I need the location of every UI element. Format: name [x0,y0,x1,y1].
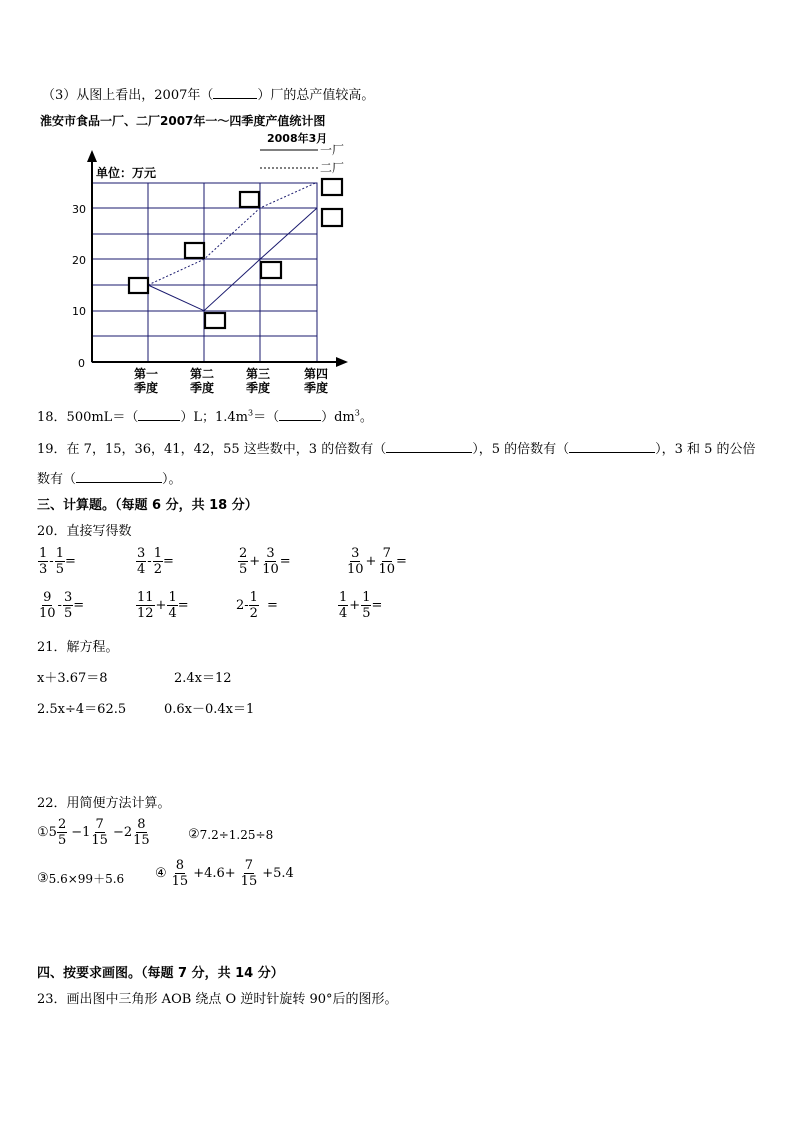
q20-expr-2: $\frac{3}{4}$ - $\frac{1}{2}$ = [137,546,174,577]
q20-expr-4: $\frac{3}{10}$ + $\frac{7}{10}$ = [347,546,407,577]
x-label-q1-a: 第一 [134,367,159,381]
question-23: 23．画出图中三角形 AOB 绕点 O 逆时针旋转 90°后的图形。 [37,992,398,1007]
answer-blank[interactable] [279,408,321,421]
answer-box-q4-factory1[interactable] [322,209,342,226]
x-label-q2-a: 第二 [190,367,215,381]
x-label-q3-a: 第三 [246,367,271,381]
question-21-label: 21．解方程。 [37,640,119,655]
equation-1: x＋3.67＝8 [37,671,108,686]
answer-blank[interactable] [569,440,655,453]
q20-expr-6: $\frac{11}{12}$ + $\frac{1}{4}$ = [137,590,189,621]
q20-expr-8: $\frac{1}{4}$ + $\frac{1}{5}$ = [339,590,383,621]
question-19-line-1: 19．在 7，15，36，41，42，55 这些数中，3 的倍数有（ ），5 的倍数有（ ），3 和 5 的公倍 [37,442,756,457]
y-tick-0: 0 [78,357,85,370]
answer-blank[interactable] [213,86,257,99]
series-layer [148,182,317,310]
section-3-heading: 三、计算题。（每题 6 分，共 18 分） [37,498,258,513]
x-label-q4-a: 第四 [304,367,329,381]
x-label-q4-b: 季度 [304,381,329,395]
answer-blank[interactable] [76,470,162,483]
y-tick-20: 20 [72,254,86,267]
answer-box-q2-factory2[interactable] [185,243,204,258]
section-4-heading: 四、按要求画图。（每题 7 分，共 14 分） [37,966,284,981]
equation-2: 2.4x＝12 [174,671,232,686]
answer-boxes [129,179,342,328]
answer-box-q3-factory1[interactable] [261,262,281,278]
q22-part-4: ④ $\frac{8}{15}$ +4.6+ $\frac{7}{15}$ +5.4 [155,858,294,889]
x-axis-arrow-icon [336,357,348,367]
answer-box-q4-factory2[interactable] [322,179,342,195]
question-18: 18．500mL＝（ ）L；$1.4m^3=$（ ）$dm^3$。 [37,408,373,425]
question-22-label: 22．用简便方法计算。 [37,796,171,811]
q20-expr-1: $\frac{1}{3}$ - $\frac{1}{5}$ = [39,546,76,577]
answer-box-q1[interactable] [129,278,148,293]
answer-blank[interactable] [386,440,472,453]
chart-title: 淮安市食品一厂、二厂2007年一～四季度产值统计图 [40,114,326,128]
answer-blank[interactable] [138,408,180,421]
chart-date: 2008年3月 [267,132,328,145]
x-label-q2-b: 季度 [190,381,215,395]
y-tick-30: 30 [72,203,86,216]
q20-expr-3: $\frac{2}{5}$ + $\frac{3}{10}$ = [239,546,291,577]
equation-3: 2.5x÷4＝62.5 [37,702,127,717]
equation-4: 0.6x－0.4x＝1 [164,702,255,717]
chart-grid [92,183,317,362]
unit-label: 单位：万元 [96,166,157,180]
question-17-3: （3）从图上看出，2007年（ ）厂的总产值较高。 [42,88,375,103]
x-label-q1-b: 季度 [134,381,159,395]
q22-part-3: ③ 5.6×99＋5.6 [37,871,125,886]
line-chart [30,108,430,398]
q22-part-1: ① 5 $\frac{2}{5}$ −1 $\frac{7}{15}$ −2 $\frac{8}{15}$ [37,817,150,848]
question-20-label: 20．直接写得数 [37,524,132,539]
legend-label-1: 一厂 [320,143,345,157]
question-19-line-2: 数有（ ）。 [37,472,182,487]
answer-box-q3-factory2[interactable] [240,192,259,207]
y-axis-arrow-icon [87,150,97,162]
x-label-q3-b: 季度 [246,381,271,395]
q20-expr-7: 2- $\frac{1}{2}$ = [236,590,278,621]
y-tick-10: 10 [72,305,86,318]
legend-label-2: 二厂 [320,161,345,175]
answer-box-q2-factory1[interactable] [205,313,225,328]
q22-part-2: ② 7.2÷1.25÷8 [188,827,274,842]
q20-expr-5: $\frac{9}{10}$ - $\frac{3}{5}$ = [39,590,85,621]
